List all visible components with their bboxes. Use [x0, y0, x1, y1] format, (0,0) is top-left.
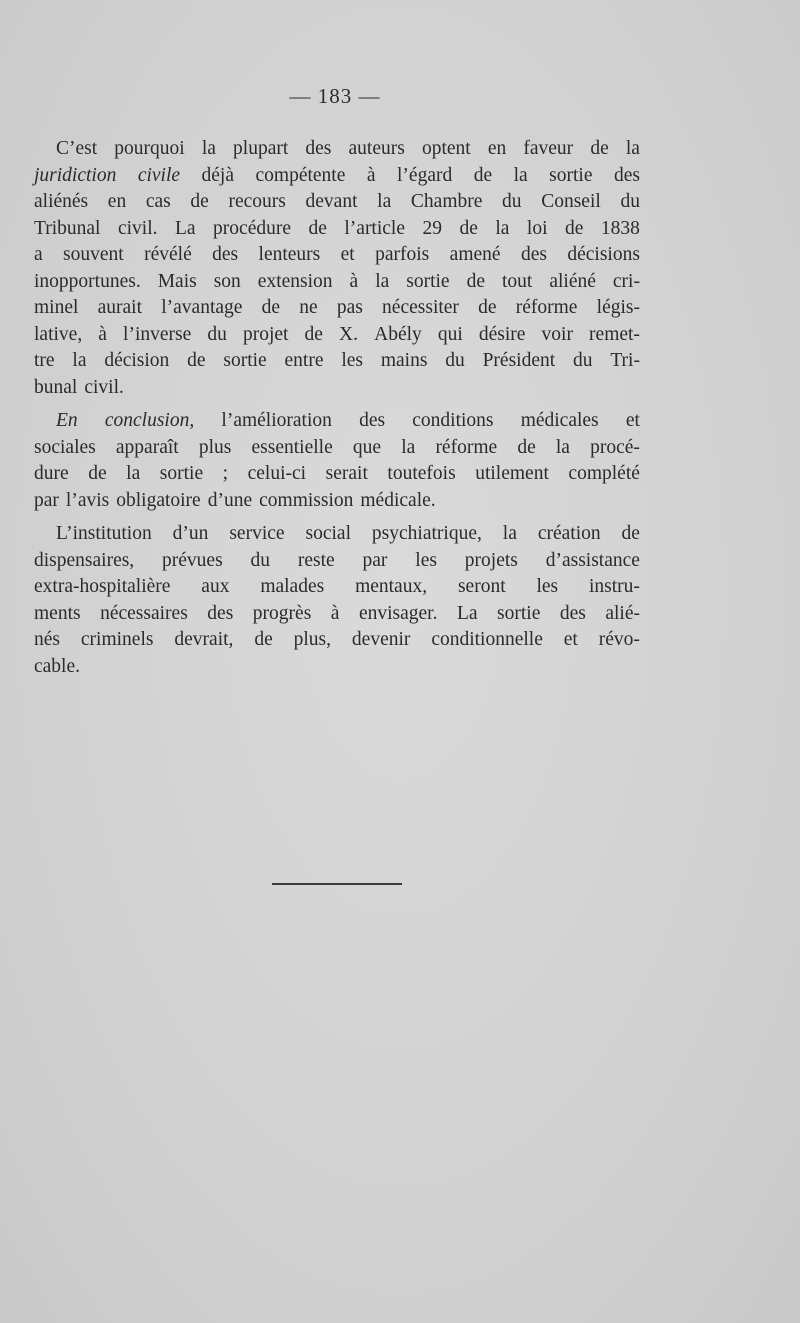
word: des — [359, 410, 386, 431]
word: reste — [297, 549, 335, 571]
word: 1838 — [600, 217, 640, 239]
word: parfois — [375, 244, 430, 265]
word: révélé — [144, 244, 192, 265]
word: médicale. — [360, 489, 436, 511]
word: cri- — [612, 270, 640, 292]
word: aliéné — [549, 270, 596, 292]
word: conditionnelle — [431, 629, 543, 650]
word: à — [349, 270, 359, 292]
text-line — [34, 136, 640, 163]
paragraph — [34, 521, 640, 680]
word: apparaît — [115, 436, 179, 458]
word: recours — [228, 191, 286, 212]
word: de — [304, 323, 323, 345]
word: plupart — [233, 138, 289, 159]
word: en — [487, 138, 507, 159]
word: décision — [104, 350, 170, 371]
word: des — [520, 244, 547, 265]
word: plus — [198, 436, 232, 458]
word: mentaux, — [355, 576, 428, 597]
italic-word: En — [56, 410, 78, 431]
word: C’est — [56, 138, 98, 159]
word: prévues — [162, 549, 223, 571]
word: ; — [222, 463, 229, 484]
word: souvent — [63, 244, 124, 265]
word: des — [559, 602, 586, 624]
word: des — [207, 602, 234, 624]
word: aux — [201, 576, 230, 597]
word: l’égard — [397, 164, 453, 186]
word: conditions — [412, 410, 494, 431]
word: sortie — [159, 463, 204, 484]
word: les — [536, 576, 559, 597]
word: minel — [34, 297, 79, 318]
word: la — [513, 164, 528, 186]
word: civil. — [84, 376, 124, 398]
word: en — [107, 191, 127, 212]
text-line — [34, 408, 640, 435]
word: extra-hospitalière — [34, 576, 171, 597]
word: loi — [526, 217, 548, 239]
word: progrès — [252, 602, 312, 624]
word: obligatoire — [116, 489, 201, 511]
word: bunal — [34, 376, 78, 398]
text-line — [34, 461, 640, 488]
text-line — [34, 627, 640, 654]
word: de — [261, 297, 281, 318]
word: l’inverse — [123, 323, 192, 345]
word: les — [415, 549, 437, 571]
italic-word: conclusion, — [104, 410, 195, 431]
word: utilement — [475, 463, 549, 484]
word: que — [352, 436, 382, 458]
word: essentielle — [251, 436, 333, 458]
word: La — [174, 217, 196, 239]
word: Mais — [157, 270, 197, 292]
word: Tri- — [610, 350, 640, 371]
text-line — [34, 435, 640, 462]
word: Abély — [374, 323, 422, 345]
word: La — [456, 602, 478, 624]
word: celui-ci — [247, 463, 307, 484]
word: devenir — [351, 629, 411, 650]
word: déjà — [201, 164, 235, 186]
paragraph-gap — [34, 514, 640, 521]
word: alié- — [605, 602, 640, 624]
word: et — [563, 629, 578, 650]
word: auteurs — [348, 138, 405, 159]
word: de — [466, 270, 485, 292]
word: procédure — [213, 217, 291, 239]
word: création — [537, 523, 601, 544]
word: service — [229, 523, 285, 544]
word: sortie — [497, 602, 541, 624]
text-line — [34, 269, 640, 296]
word: la — [375, 270, 390, 292]
word: devrait, — [174, 629, 234, 650]
word: criminels — [80, 629, 154, 650]
word: sortie — [549, 164, 593, 186]
word: réforme — [435, 436, 498, 458]
word: sortie — [406, 270, 450, 292]
word: d’assistance — [545, 549, 640, 571]
word: de — [88, 463, 107, 484]
word: 29 — [422, 217, 442, 239]
word: serait — [325, 463, 368, 484]
paragraph — [34, 408, 640, 514]
word: cable. — [34, 655, 81, 677]
word: de — [565, 217, 584, 239]
word: a — [34, 244, 43, 265]
word: psychiatrique, — [371, 523, 482, 544]
text-line — [34, 348, 640, 375]
word: faveur — [523, 138, 574, 159]
text-line — [34, 216, 640, 243]
body-text — [34, 136, 640, 680]
word: la — [555, 436, 570, 458]
page-number: — 183 — — [289, 84, 381, 108]
word: cas — [145, 191, 171, 212]
word: social — [305, 523, 351, 544]
word: voir — [541, 323, 573, 345]
word: dispensaires, — [34, 549, 135, 571]
word: complété — [568, 463, 640, 484]
word: du — [207, 323, 227, 345]
text-line — [34, 548, 640, 575]
word: à — [366, 164, 376, 186]
text-line — [34, 654, 640, 681]
word: aliénés — [34, 191, 89, 212]
word: la — [201, 138, 216, 159]
word: l’avantage — [161, 297, 243, 318]
word: sortie — [223, 350, 267, 371]
word: de — [190, 191, 209, 212]
word: procé- — [590, 436, 640, 458]
word: projets — [464, 549, 518, 571]
text-line — [34, 574, 640, 601]
word: optent — [421, 138, 471, 159]
word: du — [445, 350, 465, 371]
word: la — [377, 191, 392, 212]
word: de — [459, 217, 478, 239]
word: l’amélioration — [221, 410, 332, 431]
word: nécessaires — [100, 602, 188, 624]
word: par — [362, 549, 388, 571]
word: Président — [482, 350, 556, 371]
text-line — [34, 189, 640, 216]
word: désire — [478, 323, 526, 345]
word: devant — [305, 191, 358, 212]
text-line — [34, 375, 640, 402]
word: du — [502, 191, 522, 212]
word: pourquoi — [114, 138, 185, 159]
word: extension — [257, 270, 333, 292]
italic-word: civile — [137, 164, 181, 186]
word: compétente — [255, 164, 346, 186]
word: malades — [260, 576, 325, 597]
word: médicales — [520, 410, 599, 431]
word: qui — [437, 323, 463, 345]
word: la — [625, 138, 640, 159]
word: entre — [284, 350, 324, 371]
word: ments — [34, 602, 81, 624]
word: L’institution — [56, 523, 152, 544]
word: plus, — [293, 629, 332, 650]
word: ne — [299, 297, 318, 318]
word: instru- — [589, 576, 640, 597]
word: son — [213, 270, 241, 292]
word: du — [620, 191, 640, 212]
word: la — [72, 350, 87, 371]
word: la — [502, 523, 517, 544]
word: des — [305, 138, 332, 159]
word: projet — [242, 323, 289, 345]
paragraph-gap — [34, 401, 640, 408]
word: amené — [449, 244, 501, 265]
word: des — [212, 244, 239, 265]
word: la — [495, 217, 510, 239]
paragraph — [34, 136, 640, 401]
word: de — [473, 164, 493, 186]
word: de — [517, 436, 536, 458]
italic-word: juridiction — [34, 164, 117, 186]
word: de — [254, 629, 273, 650]
word: d’un — [172, 523, 209, 544]
word: révo- — [598, 629, 640, 650]
word: et — [625, 410, 640, 431]
word: aurait — [97, 297, 143, 318]
word: Conseil — [541, 191, 601, 212]
end-rule — [272, 883, 402, 885]
word: de — [478, 297, 497, 318]
word: dure — [34, 463, 69, 484]
word: seront — [457, 576, 506, 597]
word: les — [341, 350, 363, 371]
text-line — [34, 521, 640, 548]
text-line — [34, 322, 640, 349]
word: à — [98, 323, 107, 345]
text-line — [34, 295, 640, 322]
text-line — [34, 242, 640, 269]
word: inopportunes. — [34, 270, 141, 292]
word: envisager. — [358, 602, 438, 624]
word: réforme — [515, 297, 578, 318]
word: sociales — [34, 436, 96, 458]
word: X. — [339, 323, 359, 345]
text-line — [34, 488, 640, 515]
word: mains — [380, 350, 428, 371]
text-line — [34, 601, 640, 628]
word: remet- — [589, 323, 640, 345]
text-line — [34, 163, 640, 190]
word: nés — [34, 629, 60, 650]
word: et — [340, 244, 355, 265]
word: la — [401, 436, 416, 458]
word: commission — [259, 489, 354, 511]
word: nécessiter — [382, 297, 459, 318]
word: l’avis — [65, 489, 110, 511]
word: de — [308, 217, 327, 239]
word: du — [572, 350, 593, 371]
word: du — [250, 549, 271, 571]
word: de — [187, 350, 206, 371]
word: tre — [34, 350, 55, 371]
word: la — [126, 463, 141, 484]
word: des — [613, 164, 640, 186]
word: de — [590, 138, 609, 159]
word: pas — [336, 297, 363, 318]
word: toutefois — [387, 463, 456, 484]
word: lative, — [34, 323, 83, 345]
word: lenteurs — [258, 244, 321, 265]
word: par — [34, 489, 59, 511]
word: civil. — [117, 217, 158, 239]
word: tout — [502, 270, 533, 292]
word: à — [330, 602, 340, 624]
word: de — [621, 523, 640, 544]
word: Tribunal — [34, 217, 101, 239]
word: décisions — [567, 244, 640, 265]
word: l’article — [344, 217, 405, 239]
word: Chambre — [410, 191, 483, 212]
word: légis- — [596, 297, 640, 318]
word: d’une — [207, 489, 253, 511]
